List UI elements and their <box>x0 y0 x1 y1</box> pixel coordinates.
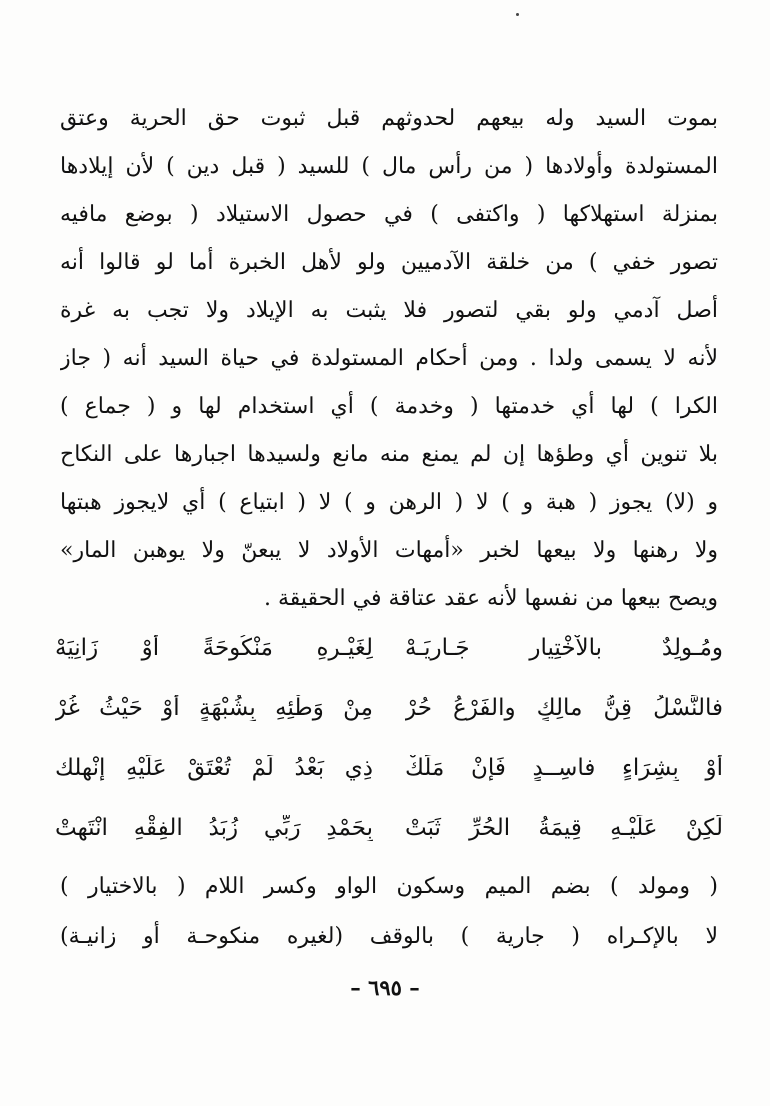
page-number: – ٦٩٥ – <box>350 975 420 1000</box>
prose-line: ولا رهنها ولا بيعها لخبر «أمهات الأولاد لا يبعنّ ولا يوهبن المار» <box>60 538 718 563</box>
verse-second-hemistich: لِغَيْـرِهِ مَنْكُوحَةً أَوْ زَانِيَهْ <box>55 635 373 661</box>
prose-line: بموت السيد وله بيعهم لحدوثهم قبل ثبوت حق الحرية وعتق <box>60 106 718 131</box>
verse-second-hemistich: مِنْ وَطْئِهِ بِشُبْهَةٍ أَوْ حَيْثُ غُرْ <box>55 695 373 721</box>
prose-line: ويصح بيعها من نفسها لأنه عقد عتاقة في الحقيقة . <box>263 586 718 611</box>
prose-line: أصل آدمي ولو بقي لتصور فلا يثبت به الإيلاد ولا تجب به غرة <box>60 298 718 323</box>
commentary-paragraph <box>60 862 718 962</box>
prose-line: بمنزلة استهلاكها ( واكتفى ) في حصول الاستيلاد ( بوضع مافيه <box>60 202 718 227</box>
verse-second-hemistich: ذِي بَعْدُ لَمْ تُعْتَقْ عَلَيْهِ إنْهلك <box>55 755 373 781</box>
prose-line: تصور خفي ) من خلقة الآدميين ولو لأهل الخبرة أما لو قالوا أنه <box>60 250 718 275</box>
commentary-line: ( ومولد ) بضم الميم وسكون الواو وكسر اللام ( بالاختيار ) <box>60 874 718 899</box>
verse-line <box>55 738 723 798</box>
prose-line: المستولدة وأولادها ( من رأس مال ) للسيد ( قبل دين ) لأن إيلادها <box>60 154 718 179</box>
verse-first-hemistich: لَكِنْ عَلَيْـهِ قِيمَةُ الحُرِّ ثَبَتْ <box>405 815 723 841</box>
verse-block <box>55 618 723 858</box>
prose-paragraph <box>60 95 718 623</box>
prose-line: لأنه لا يسمى ولدا . ومن أحكام المستولدة في حياة السيد أنه ( جاز <box>60 346 718 371</box>
verse-first-hemistich: أَوْ بِشِرَاءٍ فاسِــدٍ فَإِنْ مَلَكْ <box>405 755 723 781</box>
prose-line: و (لا) يجوز ( هبة و ) لا ( الرهن و ) لا ( ابتياع ) أي لايجوز هبتها <box>60 490 718 515</box>
verse-second-hemistich: بِحَمْدِ رَبِّي زُبَدُ الفِقْهِ انْتَهتْ <box>55 815 373 841</box>
verse-first-hemistich: فالنَّسْلُ قِنُّ مالِكٍ والفَرْعُ حُرْ <box>405 695 723 721</box>
verse-first-hemistich: ومُـولِدٌ بالاْخْتِيارِ جَـارِيَـهْ <box>405 635 723 661</box>
verse-line <box>55 798 723 858</box>
prose-line: الكرا ) لها أي خدمتها ( وخدمة ) أي استخدام لها و ( جماع ) <box>60 394 718 419</box>
verse-line <box>55 678 723 738</box>
ink-speck <box>516 13 519 16</box>
verse-line <box>55 618 723 678</box>
prose-line: بلا تنوين أي وطؤها إن لم يمنع منه مانع ولسيدها اجبارها على النكاح <box>60 442 718 467</box>
commentary-line: لا بالإكـراه ( جارية ) بالوقف (لغيره منكوحـة أو زانيـة) <box>60 924 718 949</box>
